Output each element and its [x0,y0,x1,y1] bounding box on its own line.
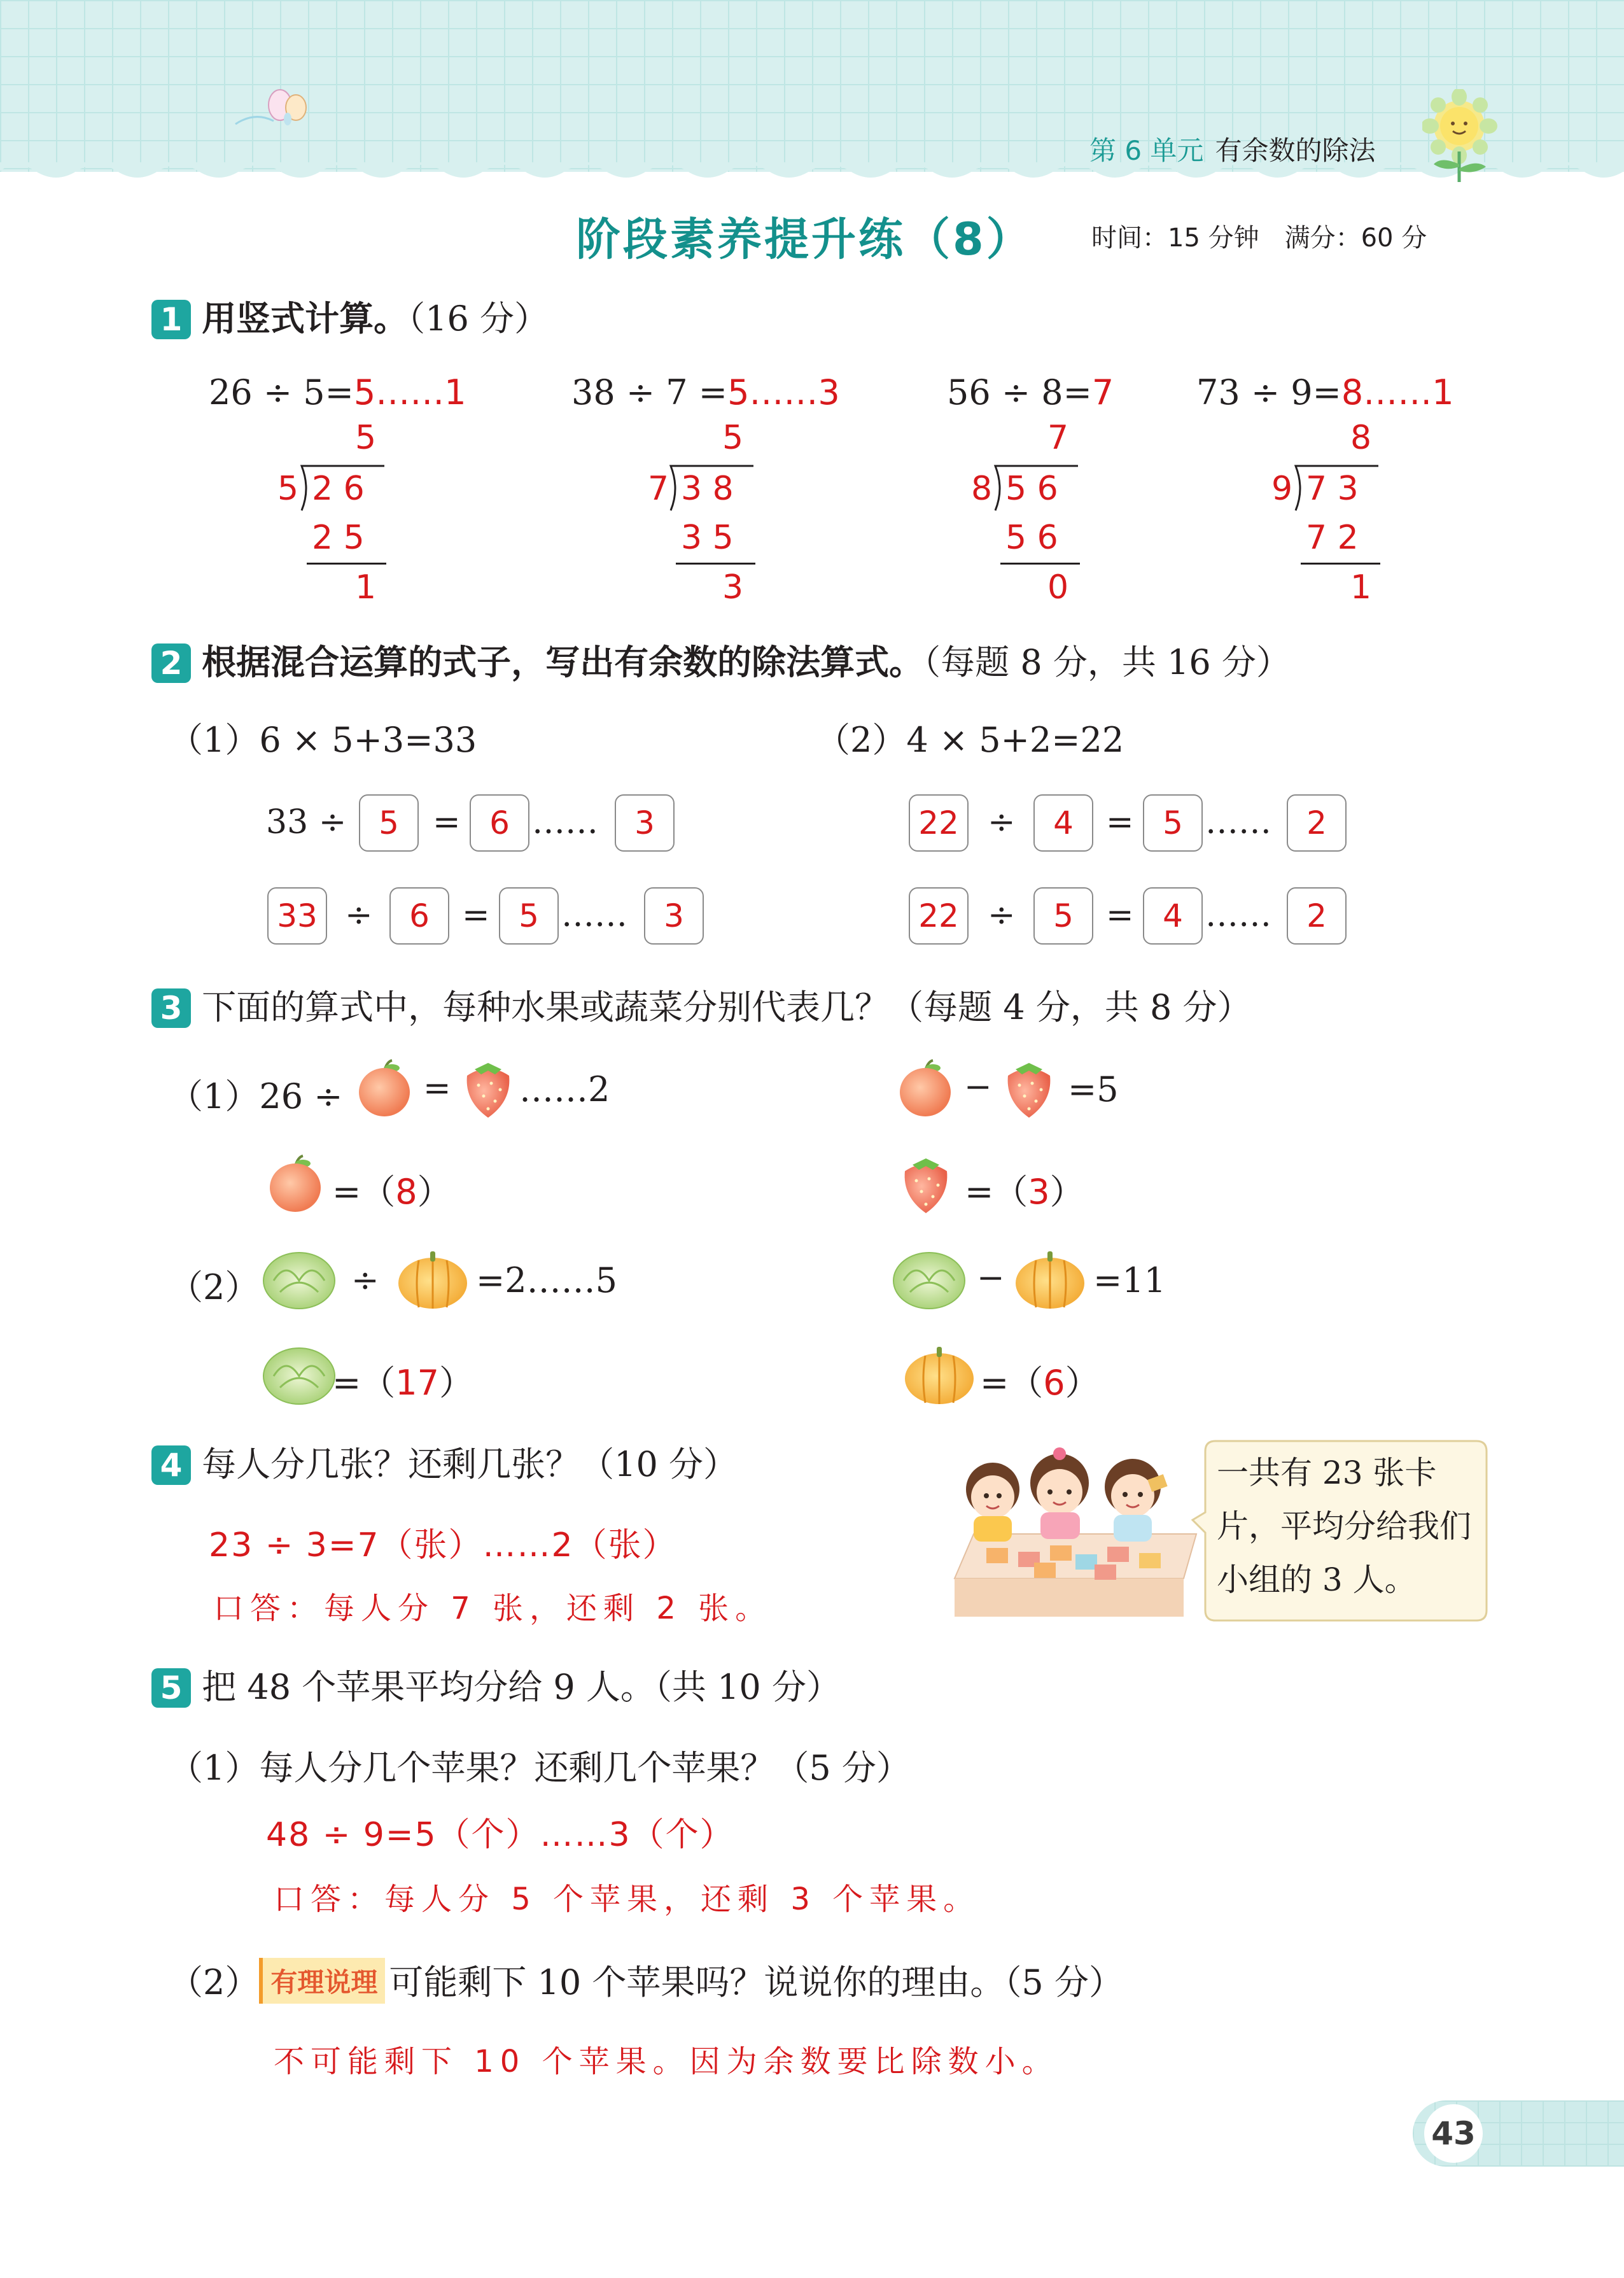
q2-p1a-box-divisor[interactable]: 5 [359,794,419,852]
q3-straw-eq: =（ [965,1172,1028,1212]
apple-icon-2 [897,1058,955,1119]
q2-p2a-div: ÷ [988,803,1016,841]
q5-p1-work: 48 ÷ 9=5（个）……3（个） [266,1816,734,1854]
unit-number: 第 6 单元 [1089,135,1204,166]
ld1-remainder: 1 [355,568,377,607]
q1-heading [151,292,549,341]
q2-p2b-dots: …… [1205,896,1271,934]
q3-strawberry-value: 3 [1028,1172,1050,1212]
q4-points: （10 分） [580,1444,738,1484]
q2-p2b-box-divisor[interactable]: 5 [1033,887,1093,945]
flower-icon [1422,89,1505,185]
q2-p1b-box-quotient[interactable]: 5 [499,887,559,945]
q2-p1-label: （1）6 × 5+3=33 [169,720,477,760]
q1-expr-2 [571,372,840,412]
apple-answer-icon [267,1153,325,1214]
pumpkin-answer-icon [902,1343,976,1407]
ld4-quotient: 8 [1350,419,1372,457]
ld1-product: 2 5 [312,519,365,557]
q5-p1-answer: 口答：每人分 5 个苹果，还剩 3 个苹果。 [274,1881,981,1917]
q3-cab-eq: =（ [332,1363,396,1403]
q1-badge: 1 [151,300,191,339]
q4-text: 每人分几张？还剩几张？ [202,1444,580,1484]
q1-points: （16 分） [408,299,549,339]
ld2-line [676,563,755,565]
unit-label [1089,130,1375,168]
ld2-remainder: 3 [722,568,744,607]
q1-answer-1: 5……1 [353,372,466,412]
ld2-quotient: 5 [722,419,744,457]
q2-p1a-prefix: 33 ÷ [266,803,347,841]
strawberry-icon [459,1057,517,1120]
q2-p2b-div: ÷ [988,896,1016,934]
ld4-divisor: 9 [1271,470,1293,508]
q1-expr-text-3: 56 ÷ 8= [947,372,1092,412]
page-number: 43 [1424,2104,1483,2163]
q3-apple-value: 8 [395,1172,417,1212]
q2-text: 根据混合运算的式子，写出有余数的除法算式。 [202,642,924,682]
page-title: 阶段素养提升练（8） [576,213,1033,265]
q3-text: 下面的算式中，每种水果或蔬菜分别代表几？ [202,987,890,1027]
q3-cabbage-value: 17 [395,1363,439,1403]
q3-badge: 3 [151,988,191,1028]
cabbage-answer-icon [261,1343,337,1407]
ld4-remainder: 1 [1350,568,1372,607]
q4-badge: 4 [151,1445,191,1485]
pumpkin-icon [396,1248,470,1311]
q1-text: 用竖式计算。 [202,299,409,339]
q3-apple-eq: =（ [332,1172,396,1212]
cabbage-icon [261,1248,337,1311]
q2-p2-label: （2）4 × 5+2=22 [816,720,1124,760]
q2-heading [151,635,1291,684]
q2-p2a-box-dividend[interactable]: 22 [909,794,969,852]
q2-p1a-dots: …… [532,803,598,841]
q5-p1-points: （5 分） [774,1748,911,1788]
q3-points: （每题 4 分，共 8 分） [889,987,1252,1027]
q5-text: 把 48 个苹果平均分给 9 人。 [202,1667,655,1707]
q3-p2-div: ÷ [351,1262,379,1300]
strawberry-answer-icon [897,1152,955,1216]
q4-work: 23 ÷ 3=7（张）……2（张） [209,1526,677,1564]
q5-p1-text: （1）每人分几个苹果？还剩几个苹果？ [169,1748,775,1788]
q3-p1-eq: = [423,1069,451,1107]
ld1-line [307,563,386,565]
q1-expr-text-4: 73 ÷ 9= [1196,372,1341,412]
q1-expr-text-1: 26 ÷ 5= [209,372,354,412]
q3-heading [151,980,1252,1029]
q2-p1b-eq: = [462,896,490,934]
q2-p2b-eq: = [1106,896,1134,934]
q3-p2-label: （2） [169,1267,260,1307]
ld3-remainder: 0 [1047,568,1069,607]
ld3-dividend: 5 6 [1005,470,1058,508]
q2-p2b-box-dividend[interactable]: 22 [909,887,969,945]
strawberry-icon-2 [1000,1057,1058,1120]
q3-p1-minus: − [964,1068,992,1106]
q1-expr-1 [209,372,466,412]
cabbage-icon-2 [891,1248,967,1311]
ld3-product: 5 6 [1005,519,1058,557]
butterfly-icon [229,86,318,137]
q1-expr-text-2: 38 ÷ 7 = [571,372,728,412]
q5-p2-answer: 不可能剩下 10 个苹果。因为余数要比除数小。 [274,2044,1059,2079]
time-info: 时间：15 分钟 满分：60 分 [1091,223,1427,253]
q1-answer-2: 5……3 [727,372,840,412]
q5-p2-num: （2） [169,1962,260,2002]
ld1-quotient: 5 [355,419,377,457]
children-cards-illustration [948,1438,1203,1623]
pumpkin-icon-2 [1013,1248,1087,1311]
q3-cab-close: ） [438,1363,473,1403]
q2-p2a-dots: …… [1205,803,1271,841]
header-wave [0,162,1624,188]
q3-cabbage-answer [332,1356,473,1405]
q3-apple-answer [332,1165,452,1214]
ld4-product: 7 2 [1306,519,1359,557]
q1-answer-4: 8……1 [1341,372,1454,412]
q3-pump-close: ） [1065,1363,1100,1403]
unit-title: 有余数的除法 [1215,135,1376,166]
reasoning-tag: 有理说理 [259,1958,385,2004]
q1-answer-3: 7 [1091,372,1114,412]
q3-straw-close: ） [1049,1172,1084,1212]
ld4-dividend: 7 3 [1306,470,1359,508]
q5-heading [151,1660,841,1709]
q5-p2 [169,1955,1123,2004]
q2-points: （每题 8 分，共 16 分） [923,642,1291,682]
q4-heading [151,1437,738,1486]
ld2-product: 3 5 [681,519,734,557]
q2-p1b-box-divisor[interactable]: 6 [389,887,449,945]
q1-expr-4 [1196,372,1454,412]
ld3-quotient: 7 [1047,419,1069,457]
q3-p1-rem: ……2 [519,1069,610,1109]
ld3-line [1000,563,1080,565]
q3-p2-rem: =2……5 [476,1260,617,1300]
q2-p2a-box-quotient[interactable]: 5 [1143,794,1203,852]
ld4-line [1301,563,1380,565]
ld1-dividend: 2 6 [312,470,365,508]
q5-p2-text: 可能剩下 10 个苹果吗？说说你的理由。 [389,1962,1005,2002]
q2-p1a-eq: = [433,803,461,841]
q2-p2a-eq: = [1106,803,1134,841]
q3-pumpkin-answer [980,1356,1100,1405]
q5-p1 [169,1741,911,1790]
q2-badge: 2 [151,643,191,683]
ld3-divisor: 8 [971,470,993,508]
q2-p2b-box-quotient[interactable]: 4 [1143,887,1203,945]
apple-icon [356,1058,414,1119]
q3-p1-diff: =5 [1068,1069,1119,1109]
q2-p1a-box-remainder[interactable]: 3 [615,794,675,852]
q4-answer: 口答：每人分 7 张，还剩 2 张。 [213,1591,773,1626]
q2-p1b-dots: …… [561,896,627,934]
q2-p1a-box-quotient[interactable]: 6 [470,794,529,852]
q3-p2-minus: − [977,1259,1005,1297]
q3-strawberry-answer [965,1165,1084,1214]
q3-p1-label: （1）26 ÷ [169,1076,343,1116]
q3-apple-close: ） [417,1172,452,1212]
ld2-divisor: 7 [648,470,669,508]
speech-bubble-text: 一共有 23 张卡片，平均分给我们小组的 3 人。 [1217,1454,1471,1598]
q2-p2b-box-remainder[interactable]: 2 [1287,887,1347,945]
q3-p2-diff: =11 [1093,1260,1166,1300]
ld1-divisor: 5 [277,470,299,508]
q2-p2a-box-remainder[interactable]: 2 [1287,794,1347,852]
q2-p1b-box-dividend[interactable]: 33 [267,887,327,945]
q2-p1b-box-remainder[interactable]: 3 [644,887,704,945]
q1-expr-3 [947,372,1114,412]
q3-pumpkin-value: 6 [1043,1363,1065,1403]
q3-pump-eq: =（ [980,1363,1044,1403]
ld2-dividend: 3 8 [681,470,734,508]
q5-p2-points: （5 分） [1004,1962,1123,2002]
q2-p2a-box-divisor[interactable]: 4 [1033,794,1093,852]
q5-points: （共 10 分） [654,1667,841,1707]
q2-p1b-div: ÷ [345,896,373,934]
q5-badge: 5 [151,1668,191,1708]
